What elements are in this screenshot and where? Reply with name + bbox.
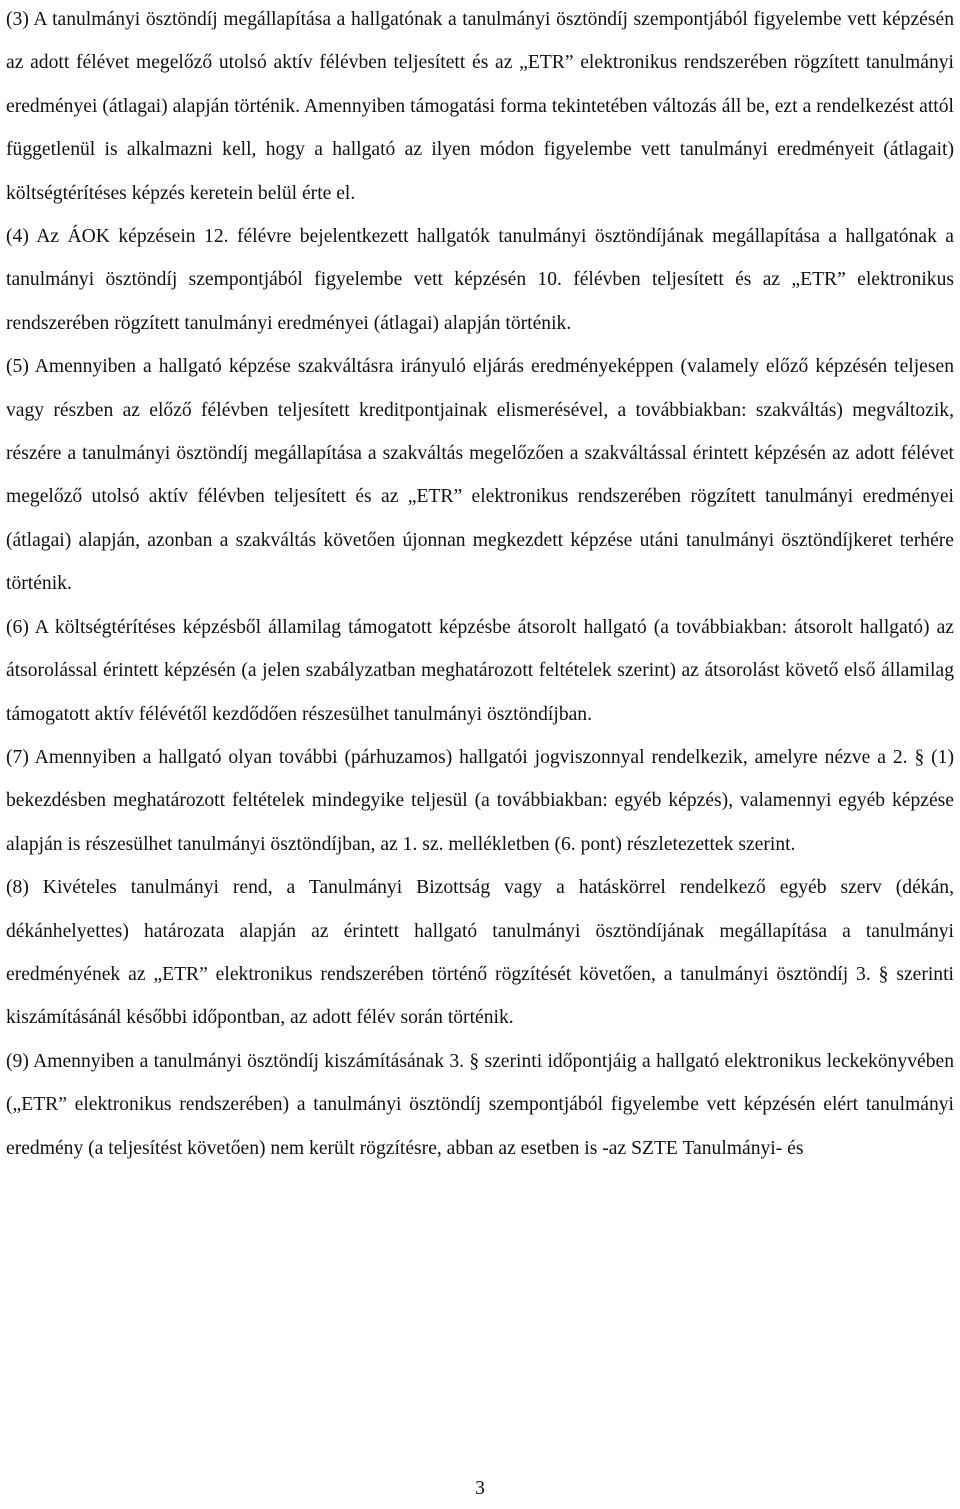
paragraph-3: (3) A tanulmányi ösztöndíj megállapítása a hallgatónak a tanulmányi ösztöndíj szempontjából figyelembe vett képzésén az adott félévet megelőző utolsó aktív félévben teljesített és az „ETR” elektronikus rendszerében rögzített tanulmányi eredményei (átlagai) alapján történik. Amennyiben támogatási forma tekintetében változás áll be, ezt a rendelkezést attól függetlenül is alkalmazni kell, hogy a hallgató az ilyen módon figyelembe vett tanulmányi eredményeit (átlagait) költségtérítéses képzés keretein belül érte el.	[6, 9, 954, 204]
document-page	[6, 0, 954, 1170]
paragraph-9: (9) Amennyiben a tanulmányi ösztöndíj kiszámításának 3. § szerinti időpontjáig a hallgató elektronikus leckekönyvében („ETR” elektronikus rendszerében) a tanulmányi ösztöndíj szempontjából figyelembe vett képzésén elért tanulmányi eredmény (a teljesítést követően) nem került rögzítésre, abban az esetben is -az SZTE Tanulmányi- és	[6, 1050, 954, 1159]
paragraph-7: (7) Amennyiben a hallgató olyan további (párhuzamos) hallgatói jogviszonnyal rendelkezik, amelyre nézve a 2. § (1) bekezdésben meghatározott feltételek mindegyike teljesül (a továbbiakban: egyéb képzés), valamennyi egyéb képzése alapján is részesülhet tanulmányi ösztöndíjban, az 1. sz. mellékletben (6. pont) részletezettek szerint.	[6, 746, 954, 855]
paragraph-6: (6) A költségtérítéses képzésből államilag támogatott képzésbe átsorolt hallgató (a továbbiakban: átsorolt hallgató) az átsorolással érintett képzésén (a jelen szabályzatban meghatározott feltételek szerint) az átsorolást követő első államilag támogatott aktív félévétől kezdődően részesülhet tanulmányi ösztöndíjban.	[6, 616, 954, 725]
paragraph-8: (8) Kivételes tanulmányi rend, a Tanulmányi Bizottság vagy a hatáskörrel rendelkező egyéb szerv (dékán, dékánhelyettes) határozata alapján az érintett hallgató tanulmányi ösztöndíjának megállapítása a tanulmányi eredményének az „ETR” elektronikus rendszerében történő rögzítését követően, a tanulmányi ösztöndíj 3. § szerinti kiszámításánál későbbi időpontban, az adott félév során történik.	[6, 877, 954, 1029]
paragraph-4: (4) Az ÁOK képzésein 12. félévre bejelentkezett hallgatók tanulmányi ösztöndíjának megállapítása a hallgatónak a tanulmányi ösztöndíj szempontjából figyelembe vett képzésén 10. félévben teljesített és az „ETR” elektronikus rendszerében rögzített tanulmányi eredményei (átlagai) alapján történik.	[6, 226, 954, 334]
paragraph-5: (5) Amennyiben a hallgató képzése szakváltásra irányuló eljárás eredményeképpen (valamely előző képzésén teljesen vagy részben az előző félévben teljesített kreditpontjainak elismerésével, a továbbiakban: szakváltás) megváltozik, részére a tanulmányi ösztöndíj megállapítása a szakváltás megelőzően a szakváltással érintett képzésén az adott félévet megelőző utolsó aktív félévben teljesített és az „ETR” elektronikus rendszerében rögzített tanulmányi eredményei (átlagai) alapján, azonban a szakváltás követően újonnan megkezdett képzése utáni tanulmányi ösztöndíjkeret terhére történik.	[6, 356, 954, 595]
page-number: 3	[475, 1478, 485, 1499]
